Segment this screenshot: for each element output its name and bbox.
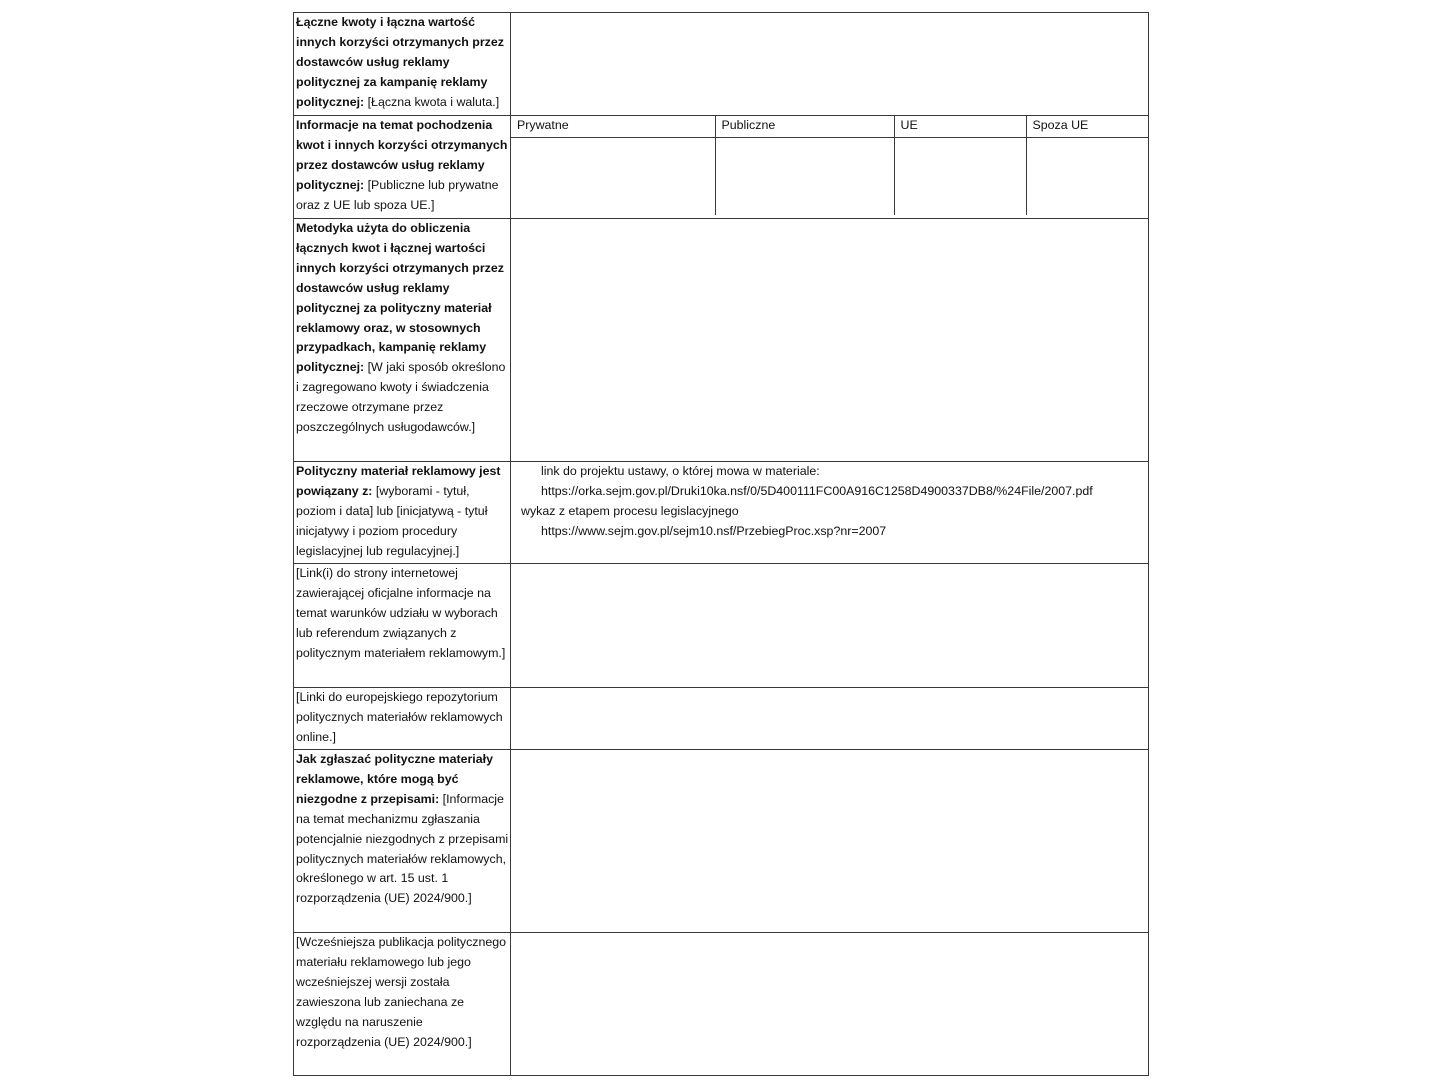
row-label — [294, 462, 511, 564]
row-label — [294, 750, 511, 933]
row-label — [294, 564, 511, 688]
disclosure-table — [293, 12, 1149, 1076]
linked-to-value — [511, 462, 1149, 564]
sources-value-public — [715, 138, 894, 216]
table-row-total-amounts — [294, 13, 1149, 116]
column-header-non-eu: Spoza UE — [1026, 116, 1149, 138]
row-label-bold: Łączne kwoty i łączna wartość innych korzyści otrzymanych przez dostawców usług reklamy politycznej za kampanię reklamy politycznej: — [296, 15, 504, 109]
column-header-eu: UE — [894, 116, 1026, 138]
draft-law-caption: link do projektu ustawy, o której mowa w materiale: — [541, 464, 820, 478]
row-label — [294, 933, 511, 1076]
row-label-bold: Polityczny materiał reklamowy jest powiązany z: — [296, 464, 501, 498]
row-label-note: [Informacje na temat mechanizmu zgłaszania potencjalnie niezgodnych z przepisami politycznych materiałów reklamowych, określonego w art. 15 ust. 1 rozporządzenia (UE) 2024/900.] — [296, 791, 509, 906]
row-label-note: [Publiczne lub prywatne oraz z UE lub spoza UE.] — [296, 177, 499, 212]
table-row-participation-links — [294, 564, 1149, 688]
row-value-empty — [511, 13, 1149, 116]
sources-subtable — [511, 116, 1149, 215]
table-row-sources — [294, 116, 1149, 219]
table-row-suspended — [294, 933, 1149, 1076]
row-label-note: [Linki do europejskiego repozytorium politycznych materiałów reklamowych online.] — [296, 690, 503, 744]
row-label — [294, 219, 511, 462]
row-label — [294, 688, 511, 750]
row-label — [294, 116, 511, 219]
sources-header-row — [511, 116, 1149, 138]
row-label-bold: Jak zgłaszać polityczne materiały reklamowe, które mogą być niezgodne z przepisami: — [296, 752, 493, 806]
sources-value-row — [511, 138, 1149, 216]
row-label-note: [Link(i) do strony internetowej zawierającej oficjalne informacje na temat warunków udziału w wyborach lub referendum związanych z politycznym materiałem reklamowym.] — [296, 566, 506, 660]
column-header-private: Prywatne — [511, 116, 715, 138]
table-row-reporting — [294, 750, 1149, 933]
sources-subtable-cell — [511, 116, 1149, 219]
row-value-empty — [511, 219, 1149, 462]
table-row-methodology — [294, 219, 1149, 462]
row-label-bold: Informacje na temat pochodzenia kwot i innych korzyści otrzymanych przez dostawców usług reklamy politycznej: — [296, 118, 508, 192]
row-value-empty — [511, 750, 1149, 933]
table-row-linked-to — [294, 462, 1149, 564]
row-value-empty — [511, 564, 1149, 688]
row-label-note: [W jaki sposób określono i zagregowano kwoty i świadczenia rzeczowe otrzymane przez poszczególnych usługodawców.] — [296, 360, 506, 435]
table-row-repository-links — [294, 688, 1149, 750]
row-value-empty — [511, 688, 1149, 750]
row-label-note: [Łączna kwota i waluta.] — [367, 94, 500, 109]
draft-law-link[interactable]: https://orka.sejm.gov.pl/Druki10ka.nsf/0/5D400111FC00A916C1258D4900337DB8/%24File/2007.pdf — [541, 483, 1093, 498]
row-label-bold: Metodyka użyta do obliczenia łącznych kwot i łącznej wartości innych korzyści otrzymanych przez dostawców usług reklamy politycznej za polityczny materiał reklamowy oraz, w stosownych przypadkach, kampanię reklamy politycznej: — [296, 221, 504, 375]
row-label-note: [Wcześniejsza publikacja politycznego materiału reklamowego lub jego wcześniejszej wersji została zawieszona lub zaniechana ze względu na naruszenie rozporządzenia (UE) 2024/900.] — [296, 935, 507, 1049]
row-label-note: [wyborami - tytuł, poziom i data] lub [inicjatywą - tytuł inicjatywy i poziom procedury legislacyjnej lub regulacyjnej.] — [296, 483, 488, 558]
sources-value-eu — [894, 138, 1026, 216]
sources-value-private — [511, 138, 715, 216]
legislative-process-caption: wykaz z etapem procesu legislacyjnego — [521, 503, 739, 518]
sources-value-non-eu — [1026, 138, 1149, 216]
column-header-public: Publiczne — [715, 116, 894, 138]
row-value-empty — [511, 933, 1149, 1076]
row-label — [294, 13, 511, 116]
legislative-process-link[interactable]: https://www.sejm.gov.pl/sejm10.nsf/PrzebiegProc.xsp?nr=2007 — [541, 523, 887, 538]
